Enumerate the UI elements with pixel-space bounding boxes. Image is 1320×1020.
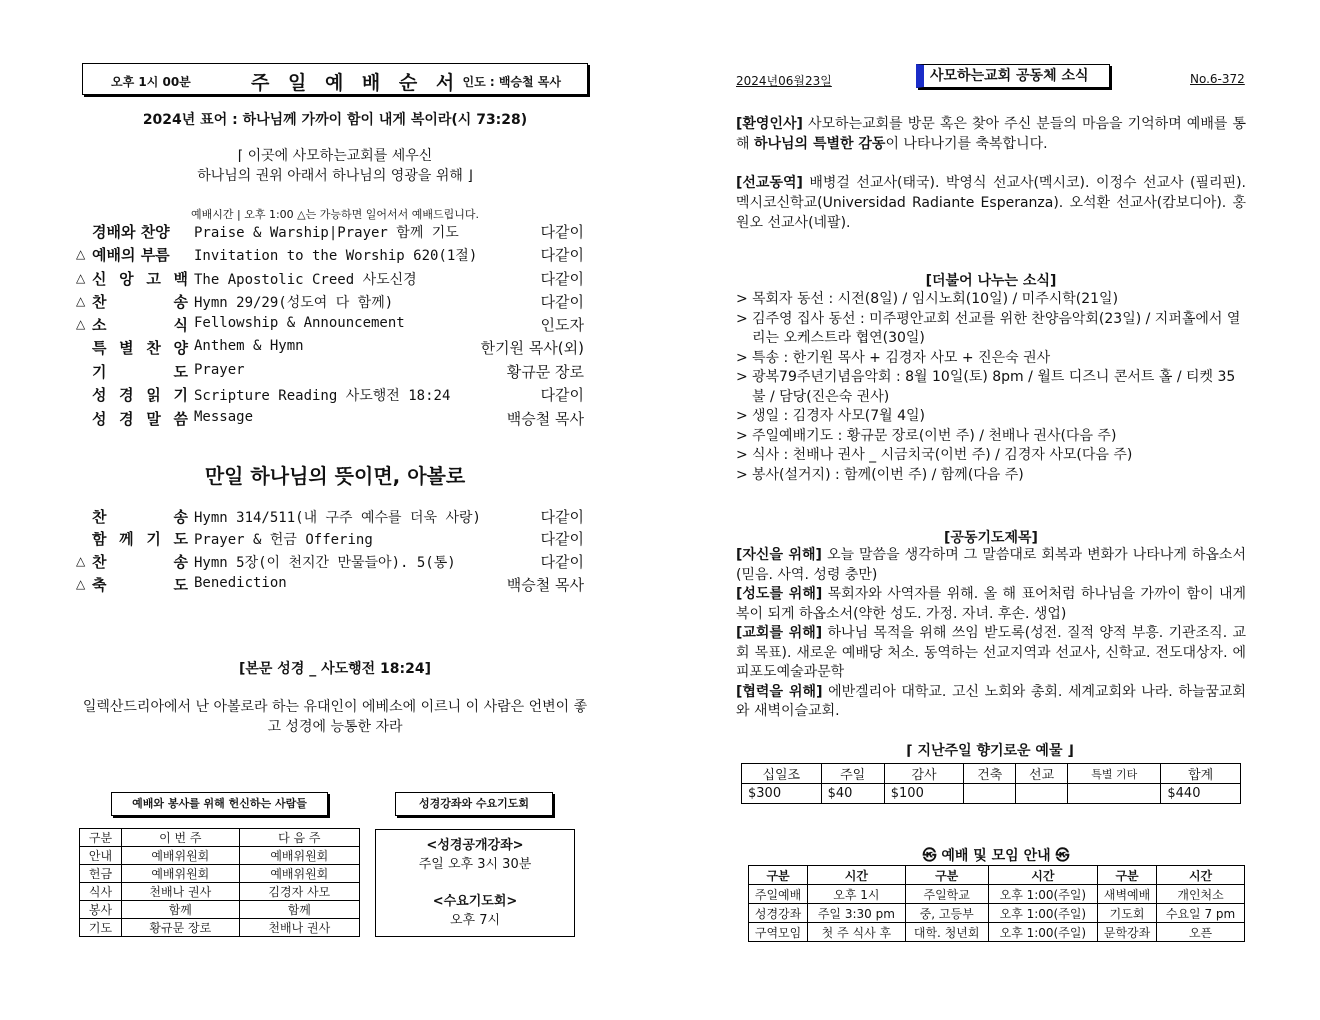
order-name-part: 양	[173, 339, 188, 357]
order-item-description: Benediction	[194, 575, 287, 591]
list-item: > 목회자 동선 : 시전(8일) / 임시노회(10일) / 미주시학(21일)	[736, 290, 1246, 310]
table-cell: $100	[884, 784, 964, 804]
order-item-description: Hymn 314/511(내 구주 예수를 더욱 사랑)	[194, 510, 481, 526]
table-cell: 식사	[80, 883, 122, 901]
table-cell: 중, 고등부	[905, 904, 988, 923]
table-cell: 천배나 권사	[122, 883, 240, 901]
table-cell	[1016, 784, 1068, 804]
standing-mark: △	[76, 554, 86, 568]
prayer-item	[736, 683, 1246, 722]
order-item	[76, 506, 588, 528]
order-name-part: 기	[173, 386, 188, 404]
order-item-person: 다같이	[540, 530, 584, 548]
order-name-part: 경배와 찬양	[92, 223, 170, 241]
bible-study-heading: 성경강좌와 수요기도회	[395, 792, 553, 816]
order-item	[76, 291, 588, 313]
table-cell: 예배위원회	[239, 847, 359, 865]
table-cell: 시간	[988, 866, 1097, 885]
table-cell: 건축	[964, 764, 1016, 784]
prayer-text: 에반겔리아 대학교. 고신 노회와 총회. 세계교회와 나라. 하늘꿈교회와 새벽이슬교회.	[736, 683, 1246, 719]
table-cell: $40	[821, 784, 884, 804]
order-name-part: 앙	[119, 270, 134, 288]
order-name-part: 기	[146, 530, 161, 548]
wednesday-prayer-time: 오후 7시	[449, 913, 501, 928]
prayer-item	[736, 585, 1246, 624]
order-item-name	[92, 361, 188, 382]
table-cell	[1068, 784, 1161, 804]
order-name-part: 읽	[146, 386, 161, 404]
table-cell: 첫 주 식사 후	[808, 923, 905, 942]
order-item-person: 다같이	[540, 386, 584, 404]
offering-heading: ⌈ 지난주일 향기로운 예물 ⌋	[906, 743, 1074, 759]
order-item-person: 인도자	[540, 316, 584, 334]
prayer-label: [성도를 위해]	[736, 586, 823, 602]
service-notice: 예배시간 | 오후 1:00 △는 가능하면 일어서서 예배드립니다.	[191, 208, 479, 221]
order-name-part: 송	[173, 293, 188, 311]
share-news-heading: [더불어 나누는 소식]	[925, 273, 1057, 289]
order-name-part: 찬	[92, 553, 107, 571]
table-cell: 오후 1:00(주일)	[988, 885, 1097, 904]
table-cell: 함께	[239, 901, 359, 919]
order-item	[76, 361, 588, 383]
order-item-description: Hymn 29/29(성도여 다 함께)	[194, 295, 394, 311]
order-item-name	[92, 337, 188, 358]
welcome-text-b: 이 나타나기를 축복합니다.	[885, 136, 1048, 152]
year-motto: 2024년 표어 : 하나님께 가까이 함이 내게 복이라(시 73:28)	[142, 112, 528, 128]
order-item-description: Invitation to the Worship 620(1절)	[194, 248, 478, 264]
table-row	[80, 883, 360, 901]
table-cell: $440	[1161, 784, 1241, 804]
list-item: > 봉사(설거지) : 함께(이번 주) / 함께(다음 주)	[736, 466, 1246, 486]
standing-mark: △	[76, 294, 86, 308]
order-name-part: 축	[92, 576, 107, 594]
table-cell: 구분	[905, 866, 988, 885]
community-news-title: 사모하는교회 공동체 소식	[916, 64, 1110, 88]
order-item-person: 다같이	[540, 293, 584, 311]
order-item-person: 다같이	[540, 246, 584, 264]
prayer-heading: [공동기도제목]	[944, 530, 1038, 546]
order-item-name	[92, 384, 188, 405]
service-leader: 인도 : 백승철 목사	[462, 75, 561, 89]
table-cell: 예배위원회	[239, 865, 359, 883]
table-row	[80, 865, 360, 883]
prayer-label: [교회를 위해]	[736, 625, 823, 641]
order-item	[76, 221, 588, 243]
table-cell: 오후 1:00(주일)	[988, 904, 1097, 923]
order-item	[76, 268, 588, 290]
table-cell: 다 음 주	[239, 829, 359, 847]
prayer-list	[736, 546, 1246, 722]
table-row	[749, 866, 1245, 885]
order-item-name	[92, 574, 188, 595]
sermon-title: 만일 하나님의 뜻이면, 아볼로	[204, 464, 466, 488]
order-name-part: 경	[119, 386, 134, 404]
meetings-table	[748, 865, 1245, 942]
order-item-person: 다같이	[540, 270, 584, 288]
intro-line-1: ⌈ 이곳에 사모하는교회를 세우신	[237, 148, 433, 164]
table-cell: 오후 1시	[808, 885, 905, 904]
servants-table	[79, 828, 360, 937]
table-cell: 구분	[749, 866, 808, 885]
table-row	[749, 923, 1245, 942]
order-name-part: 경	[119, 410, 134, 428]
order-name-part: 찬	[146, 339, 161, 357]
share-news-list	[736, 290, 1246, 485]
order-item-description: Prayer	[194, 362, 245, 378]
list-item: > 주일예배기도 : 황규문 장로(이번 주) / 천배나 권사(다음 주)	[736, 427, 1246, 447]
order-item-person: 다같이	[540, 223, 584, 241]
order-name-part: 별	[119, 339, 134, 357]
order-item-description: Prayer & 헌금 Offering	[194, 532, 373, 548]
prayer-item	[736, 546, 1246, 585]
welcome-text-bold: 하나님의 특별한 감동	[753, 136, 886, 152]
order-name-part: 송	[173, 553, 188, 571]
table-cell: 구분	[1097, 866, 1156, 885]
table-cell	[964, 784, 1016, 804]
standing-mark: △	[76, 271, 86, 285]
order-name-part: 식	[173, 316, 188, 334]
table-cell: 특별 기타	[1068, 764, 1161, 784]
order-item-person: 백승철 목사	[506, 410, 584, 428]
table-cell: 성경강좌	[749, 904, 808, 923]
table-cell: 주일	[821, 764, 884, 784]
order-item-name	[92, 244, 188, 265]
lecture-title: <성경공개강좌>	[426, 838, 524, 853]
order-name-part: 도	[173, 363, 188, 381]
prayer-text: 목회자와 사역자를 위해. 올 해 표어처럼 하나님을 가까이 함이 내게 복이 되게 하옵소서(약한 성도. 가정. 자녀. 후손. 생업)	[736, 586, 1246, 622]
table-cell: 구분	[80, 829, 122, 847]
table-cell: 개인처소	[1157, 885, 1245, 904]
prayer-item	[736, 624, 1246, 683]
table-cell: 문학강좌	[1097, 923, 1156, 942]
issue-number: No.6-372	[1190, 72, 1245, 86]
offering-table	[741, 763, 1241, 804]
order-name-part: 소	[92, 316, 107, 334]
table-cell: 함께	[122, 901, 240, 919]
table-cell: 오후 1:00(주일)	[988, 923, 1097, 942]
order-item-name	[92, 528, 188, 549]
table-cell: 이 번 주	[122, 829, 240, 847]
table-cell: 감사	[884, 764, 964, 784]
order-item-name	[92, 551, 188, 572]
order-name-part: 기	[92, 363, 107, 381]
lecture-time: 주일 오후 3시 30분	[418, 857, 532, 872]
table-cell: 예배위원회	[122, 847, 240, 865]
table-cell: 주일예배	[749, 885, 808, 904]
worship-order-header	[82, 63, 588, 95]
table-cell: 봉사	[80, 901, 122, 919]
order-item	[76, 574, 588, 596]
order-name-part: 찬	[92, 508, 107, 526]
table-cell: 시간	[1157, 866, 1245, 885]
prayer-text: 오늘 말씀을 생각하며 그 말씀대로 회복과 변화가 나타나게 하옵소서(믿음. 사역. 성령 충만)	[736, 547, 1246, 583]
servants-heading: 예배와 봉사를 위해 헌신하는 사람들	[111, 792, 328, 816]
table-cell: 십일조	[742, 764, 822, 784]
order-item-person: 백승철 목사	[506, 576, 584, 594]
order-item	[76, 244, 588, 266]
order-name-part: 찬	[92, 293, 107, 311]
order-item	[76, 384, 588, 406]
order-item-person: 다같이	[540, 553, 584, 571]
table-row	[80, 847, 360, 865]
welcome-paragraph	[736, 114, 1246, 154]
order-item	[76, 408, 588, 430]
worship-order-title: 주 일 예 배 순 서	[251, 72, 461, 94]
list-item: > 생일 : 김경자 사모(7월 4일)	[736, 407, 1246, 427]
order-item-name	[92, 221, 188, 242]
order-item	[76, 551, 588, 573]
table-cell: 오픈	[1157, 923, 1245, 942]
table-row	[80, 829, 360, 847]
table-cell: 대학. 청년회	[905, 923, 988, 942]
order-name-part: 도	[173, 576, 188, 594]
standing-mark: △	[76, 317, 86, 331]
meetings-heading: ㉿ 예배 및 모임 안내 ㉿	[922, 848, 1070, 864]
table-cell: 헌금	[80, 865, 122, 883]
table-cell: 황규문 장로	[122, 919, 240, 937]
order-name-part: 예배의 부름	[92, 246, 170, 264]
table-cell: 시간	[808, 866, 905, 885]
order-item-description: Hymn 5장(이 천지간 만물들아). 5(통)	[194, 555, 456, 571]
order-item-name	[92, 408, 188, 429]
order-name-part: 백	[173, 270, 188, 288]
order-name-part: 송	[173, 508, 188, 526]
table-cell: 합계	[1161, 764, 1241, 784]
table-cell: 안내	[80, 847, 122, 865]
table-cell: 구역모임	[749, 923, 808, 942]
table-row	[80, 919, 360, 937]
order-name-part: 고	[146, 270, 161, 288]
list-item: > 특송 : 한기원 목사 + 김경자 사모 + 진은숙 권사	[736, 349, 1246, 369]
welcome-text-a: 사모하는교회를 방문 혹은 찾아 주신 분들의 마음을 기억하며 예배를 통해	[736, 116, 1246, 152]
table-cell: 주일학교	[905, 885, 988, 904]
table-cell: 천배나 권사	[239, 919, 359, 937]
prayer-label: [자신을 위해]	[736, 547, 822, 563]
order-item-name	[92, 291, 188, 312]
table-cell: 예배위원회	[122, 865, 240, 883]
mission-label: [선교동역]	[736, 175, 803, 191]
order-name-part: 도	[173, 530, 188, 548]
table-row	[749, 904, 1245, 923]
order-item-person: 다같이	[540, 508, 584, 526]
order-name-part: 특	[92, 339, 107, 357]
order-item-person: 한기원 목사(외)	[480, 339, 584, 357]
service-time: 오후 1시 00분	[111, 75, 191, 89]
table-row	[749, 885, 1245, 904]
intro-line-2: 하나님의 권위 아래서 하나님의 영광을 위해 ⌋	[197, 168, 473, 184]
scripture-heading: [본문 성경 _ 사도행전 18:24]	[238, 661, 432, 677]
table-cell: 기도	[80, 919, 122, 937]
order-item-description: Praise & Warship|Prayer 함께 기도	[194, 225, 459, 241]
table-row	[80, 901, 360, 919]
list-item: > 식사 : 천배나 권사 _ 시금치국(이번 주) / 김경자 사모(다음 주)	[736, 446, 1246, 466]
bulletin-date: 2024년06월23일	[736, 74, 832, 88]
order-item-description: Message	[194, 409, 254, 425]
order-item-name	[92, 506, 188, 527]
order-item	[76, 528, 588, 550]
order-item-description: Scripture Reading 사도행전 18:24	[194, 388, 451, 404]
order-item-name	[92, 268, 188, 289]
wednesday-prayer-title: <수요기도회>	[432, 894, 518, 909]
order-item	[76, 337, 588, 359]
mission-text: 배병걸 선교사(태국). 박영식 선교사(멕시코). 이정수 선교사 (필리핀). 멕시코신학교(Universidad Radiante Esperanza). 오석환 선교사(캄보디아). 홍원오 선교사(네팔).	[736, 175, 1246, 231]
order-name-part: 말	[146, 410, 161, 428]
order-name-part: 성	[92, 386, 107, 404]
table-cell: 수요일 7 pm	[1157, 904, 1245, 923]
order-item-person: 황규문 장로	[506, 363, 584, 381]
mission-paragraph	[736, 173, 1246, 233]
welcome-label: [환영인사]	[736, 116, 803, 132]
prayer-text: 하나님 목적을 위해 쓰임 받도록(성전. 질적 양적 부흥. 기관조직. 교회 목표). 새로운 예배당 처소. 동역하는 선교지역과 선교사, 신학교. 전도대상자. 에피포도예술과문학	[736, 625, 1247, 680]
order-name-part: 함	[92, 530, 107, 548]
table-row	[742, 784, 1241, 804]
order-name-part: 씀	[173, 410, 188, 428]
bible-study-box	[375, 829, 575, 937]
table-cell: 주일 3:30 pm	[808, 904, 905, 923]
list-item: > 김주영 집사 동선 : 미주평안교회 선교를 위한 찬양음악회(23일) / 지퍼홀에서 열리는 오케스트라 협연(30일)	[736, 310, 1246, 349]
table-row	[742, 764, 1241, 784]
order-name-part: 성	[92, 410, 107, 428]
table-cell: 김경자 사모	[239, 883, 359, 901]
prayer-label: [협력을 위해]	[736, 683, 823, 700]
order-item-description: Anthem & Hymn	[194, 338, 304, 354]
standing-mark: △	[76, 247, 86, 261]
order-name-part: 께	[119, 530, 134, 548]
order-item	[76, 314, 588, 336]
order-item-description: Fellowship & Announcement	[194, 315, 405, 331]
scripture-text: 일렉산드리아에서 난 아볼로라 하는 유대인이 에베소에 이르니 이 사람은 언변이 좋고 성경에 능통한 자라	[82, 699, 588, 735]
standing-mark: △	[76, 577, 86, 591]
table-cell: 새벽예배	[1097, 885, 1156, 904]
table-cell: 선교	[1016, 764, 1068, 784]
order-item-description: The Apostolic Creed 사도신경	[194, 272, 417, 288]
order-item-name	[92, 314, 188, 335]
table-cell: 기도회	[1097, 904, 1156, 923]
list-item: > 광복79주년기념음악회 : 8월 10일(토) 8pm / 월트 디즈니 콘서트 홀 / 티켓 35불 / 담당(진은숙 권사)	[736, 368, 1246, 407]
table-cell: $300	[742, 784, 822, 804]
order-name-part: 신	[92, 270, 107, 288]
